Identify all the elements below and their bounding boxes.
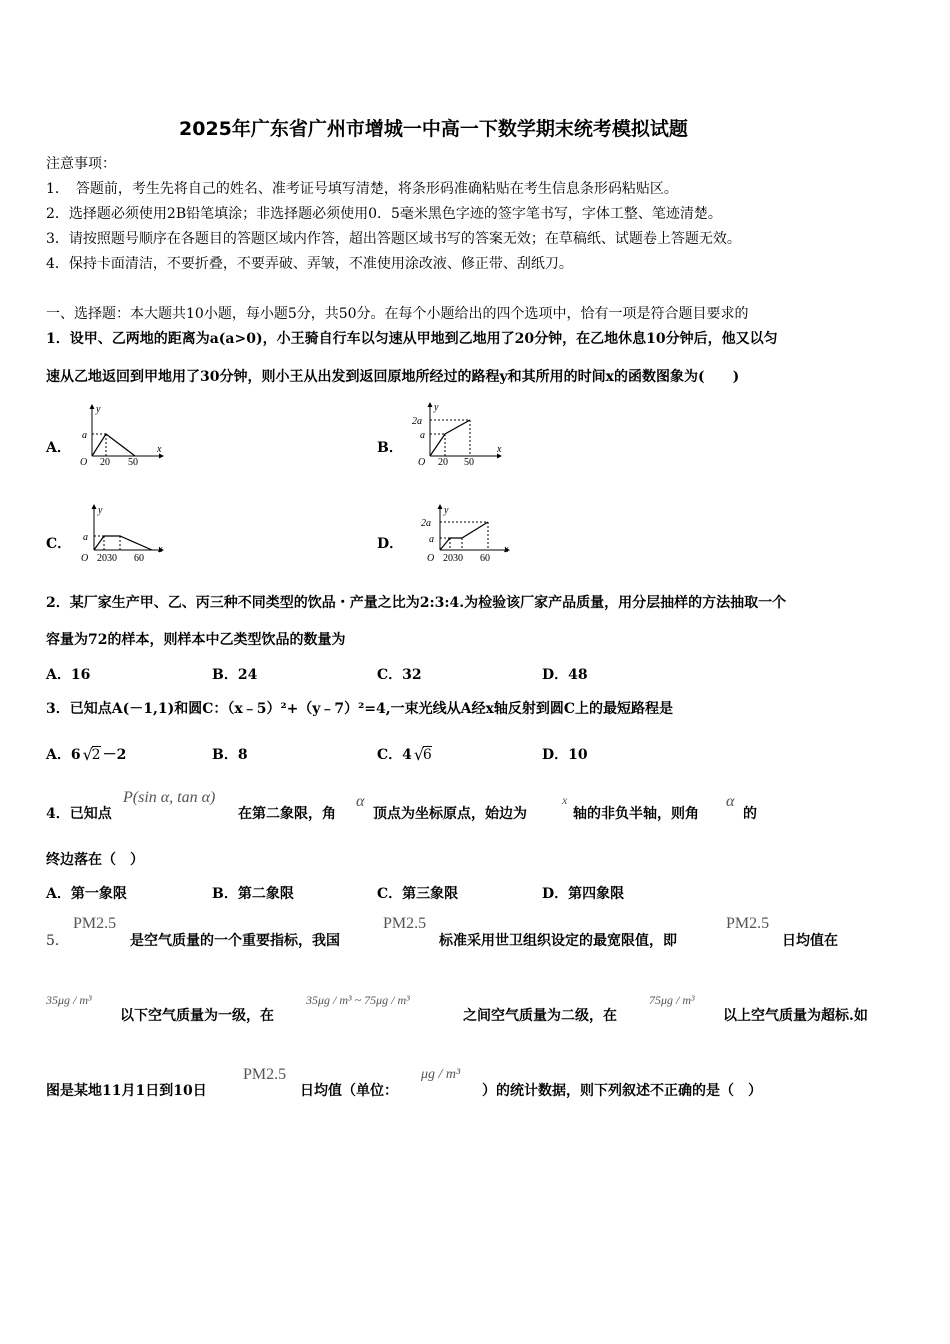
sqrt-radicand: 2	[91, 747, 101, 763]
page-title: 2025年广东省广州市增城一中高一下数学期末统考模拟试题	[179, 118, 688, 140]
q5-text: 日均值（单位：	[300, 1083, 398, 1099]
q5-text: 以下空气质量为一级，在	[120, 1008, 274, 1024]
q3-option-d: D．10	[542, 747, 588, 763]
q4-option-b: B．第二象限	[212, 886, 294, 902]
q5-threshold: 35μg / m³	[46, 993, 92, 1007]
tick-label: 2a	[412, 416, 422, 427]
q3-option-c-prefix: C．4	[377, 747, 412, 763]
axis-label: y	[434, 402, 439, 413]
graph-d	[420, 500, 520, 566]
q1-text: 1．设甲、乙两地的距离为a(a>0)，小王骑自行车以匀速从甲地到乙地用了20分钟，在乙地休息10分钟后，他又以匀	[46, 331, 778, 347]
q5-text: 日均值在	[782, 933, 838, 949]
q4-option-a: A．第一象限	[46, 886, 127, 902]
notice-item: 1． 答题前，考生先将自己的姓名、准考证号填写清楚，将条形码准确粘贴在考生信息条形码粘贴区。	[46, 181, 678, 197]
q5-text: 图是某地11月1日到10日	[46, 1083, 207, 1099]
q5-threshold: 75μg / m³	[649, 993, 695, 1007]
q3-text: 3．已知点A(－1,1)和圆C：（x﹣5）²+（y﹣7）²=4,一束光线从A经x轴反射到圆C上的最短路程是	[46, 701, 674, 717]
q3-option-c: C．4 √ 6	[377, 745, 432, 764]
tick-label: a	[83, 532, 88, 543]
tick-label: 20	[100, 457, 110, 466]
tick-label: a	[429, 534, 434, 545]
q3-option-b: B．8	[212, 747, 248, 763]
origin-label: O	[427, 553, 435, 564]
q5-number: 5．	[46, 933, 69, 949]
q5-pm25: PM2.5	[243, 1066, 287, 1083]
q2-text: 容量为72的样本，则样本中乙类型饮品的数量为	[46, 632, 346, 648]
graph-b	[410, 398, 510, 466]
axis-label: y	[98, 505, 103, 516]
q2-option-d: D．48	[542, 667, 588, 683]
section-heading: 一、选择题：本大题共10小题，每小题5分，共50分。在每个小题给出的四个选项中，恰有一项是符合题目要求的	[46, 306, 749, 322]
axis-label: x	[497, 444, 502, 455]
q1-text: 速从乙地返回到甲地用了30分钟，则小王从出发到返回原地所经过的路程y和其所用的时间x的函数图象为( )	[46, 369, 740, 385]
notice-item: 4．保持卡面清洁，不要折叠，不要弄破、弄皱，不准使用涂改液、修正带、刮纸刀。	[46, 256, 573, 272]
origin-label: O	[418, 457, 426, 466]
q4-text: 顶点为坐标原点，始边为	[373, 806, 527, 822]
q1-option-a: A．	[46, 440, 71, 456]
origin-label: O	[80, 457, 88, 466]
q5-text: ）的统计数据，则下列叙述不正确的是（ ）	[482, 1083, 762, 1099]
q4-option-c: C．第三象限	[377, 886, 459, 902]
tick-label: a	[82, 430, 87, 441]
axis-label: x	[504, 544, 509, 555]
q5-text: 之间空气质量为二级，在	[463, 1008, 617, 1024]
q5-text: 是空气质量的一个重要指标，我国	[130, 933, 340, 949]
tick-label: 60	[480, 553, 490, 564]
tick-label: a	[420, 430, 425, 441]
q4-prefix: 4．已知点	[46, 806, 112, 822]
q3-option-a-prefix: A．6	[46, 747, 81, 763]
q4-alpha: α	[356, 793, 365, 810]
q5-text: 以上空气质量为超标.如	[723, 1008, 868, 1024]
q4-alpha: α	[726, 793, 735, 810]
q4-text: 的	[743, 806, 757, 822]
tick-label: 2030	[97, 553, 117, 564]
q1-option-d: D．	[377, 536, 404, 552]
axis-label: x	[157, 444, 162, 455]
sqrt-radicand: 6	[422, 747, 432, 763]
axis-label: y	[96, 404, 101, 415]
q4-text: 终边落在（ ）	[46, 852, 144, 868]
q2-option-b: B．24	[212, 667, 258, 683]
tick-label: 20	[438, 457, 448, 466]
notice-item: 2．选择题必须使用2B铅笔填涂；非选择题必须使用0．5毫米黑色字迹的签字笔书写，字体工整、笔迹清楚。	[46, 206, 722, 222]
q5-unit: μg / m³	[421, 1067, 461, 1082]
q4-text: 轴的非负半轴，则角	[573, 806, 699, 822]
q2-option-a: A．16	[46, 667, 91, 683]
q4-option-d: D．第四象限	[542, 886, 625, 902]
q3-option-a-suffix: －2	[102, 747, 127, 763]
q5-pm25: PM2.5	[73, 915, 117, 932]
q4-text: 在第二象限，角	[238, 806, 336, 822]
q1-option-b: B．	[377, 440, 403, 456]
q4-point: P(sin α, tan α)	[123, 789, 216, 806]
tick-label: 50	[128, 457, 138, 466]
origin-label: O	[81, 553, 89, 564]
q1-option-c: C．	[46, 536, 72, 552]
q5-pm25: PM2.5	[383, 915, 427, 932]
notice-item: 3．请按照题号顺序在各题目的答题区域内作答，超出答题区域书写的答案无效；在草稿纸、试题卷上答题无效。	[46, 231, 741, 247]
notice-heading: 注意事项：	[46, 156, 116, 172]
q3-option-a: A．6 √ 2 －2	[46, 745, 127, 764]
axis-label: x	[158, 544, 163, 555]
axis-label: y	[444, 505, 449, 516]
q5-text: 标准采用世卫组织设定的最宽限值，即	[439, 933, 677, 949]
tick-label: 60	[134, 553, 144, 564]
graph-c	[76, 500, 176, 566]
q5-range: 35μg / m³ ~ 75μg / m³	[306, 993, 410, 1007]
tick-label: 50	[464, 457, 474, 466]
q4-x: x	[562, 793, 568, 807]
tick-label: 2a	[421, 518, 431, 529]
graph-a	[76, 400, 168, 466]
q5-pm25: PM2.5	[726, 915, 770, 932]
q2-text: 2．某厂家生产甲、乙、丙三种不同类型的饮品・产量之比为2:3:4.为检验该厂家产品质量，用分层抽样的方法抽取一个	[46, 595, 787, 611]
tick-label: 2030	[443, 553, 463, 564]
q2-option-c: C．32	[377, 667, 422, 683]
